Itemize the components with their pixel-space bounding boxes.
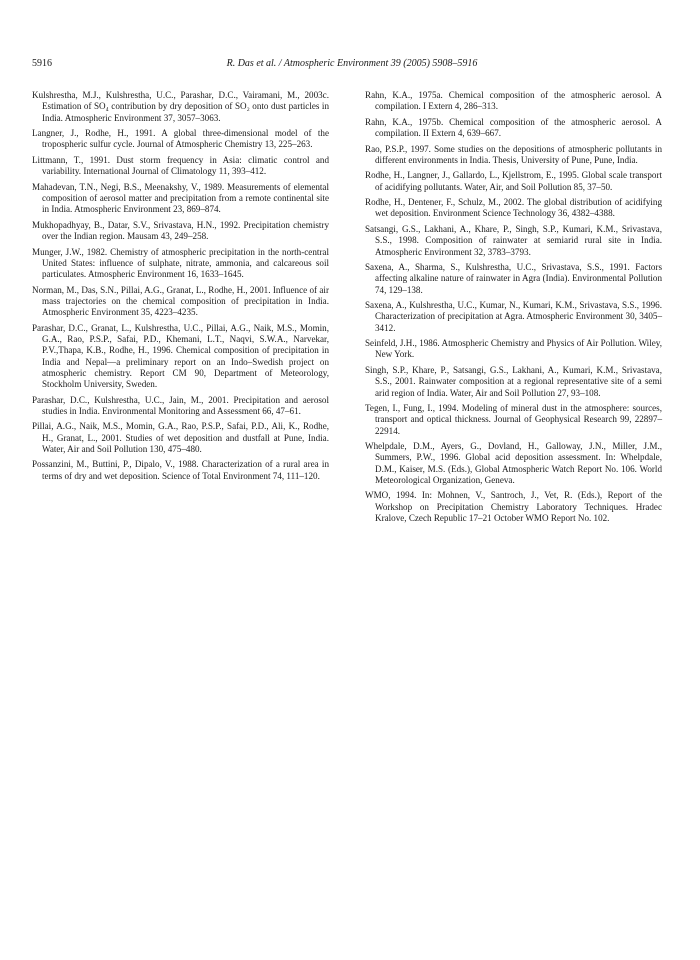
reference-entry: Mukhopadhyay, B., Datar, S.V., Srivastava, H.N., 1992. Precipitation chemistry over the Indian region. Mausam 43, 249–258. [32,219,329,242]
reference-entry: Rao, P.S.P., 1997. Some studies on the depositions of atmospheric pollutants in different environments in India. Thesis, University of Pune, Pune, India. [365,143,662,165]
reference-entry: Norman, M., Das, S.N., Pillai, A.G., Granat, L., Rodhe, H., 2001. Influence of air mass trajectories on the chemical composition of precipitation in India. Atmospheric Environment 35, 4223–4235. [32,284,329,318]
reference-entry: WMO, 1994. In: Mohnen, V., Santroch, J., Vet, R. (Eds.), Report of the Workshop on Precipitation Chemistry Laboratory Techniques. Hradec Kralove, Czech Republic 17–21 October WMO Report No. 102. [365,490,662,524]
reference-entry: Possanzini, M., Buttini, P., Dipalo, V., 1988. Characterization of a rural area in terms of dry and wet deposition. Science of Total Environment 74, 111–120. [32,459,329,481]
references-right-column [365,90,662,529]
reference-entry: Kulshrestha, M.J., Kulshrestha, U.C., Parashar, D.C., Vairamani, M., 2003c. Estimation of SO₄ contribution by dry deposition of SO₂ onto dust particles in India. Atmospheric Environment 37, 3057–3063. [32,90,329,123]
page-header [32,58,672,72]
reference-entry: Rahn, K.A., 1975b. Chemical composition of the atmospheric aerosol. A compilation. II Extern 4, 639–667. [365,116,662,139]
running-head: R. Das et al. / Atmospheric Environment 39 (2005) 5908–5916 [226,58,478,69]
reference-entry: Saxena, A., Sharma, S., Kulshrestha, U.C., Srivastava, S.S., 1991. Factors affecting alkaline nature of rainwater in Agra (India). Environmental Pollution 74, 129–138. [365,261,662,295]
reference-entry: Rahn, K.A., 1975a. Chemical composition of the atmospheric aerosol. A compilation. I Extern 4, 286–313. [365,90,662,112]
reference-entry: Parashar, D.C., Kulshrestha, U.C., Jain, M., 2001. Precipitation and aerosol studies in India. Environmental Monitoring and Assessment 66, 47–61. [32,394,329,416]
reference-entry: Tegen, I., Fung, I., 1994. Modeling of mineral dust in the atmosphere: sources, transport and optical thickness. Journal of Geophysical Research 99, 22897–22914. [365,403,662,436]
reference-entry: Langner, J., Rodhe, H., 1991. A global three-dimensional model of the tropospheric sulfur cycle. Journal of Atmospheric Chemistry 13, 225–263. [32,128,329,150]
reference-entry: Mahadevan, T.N., Negi, B.S., Meenakshy, V., 1989. Measurements of elemental composition of aerosol matter and precipitation from a remote continental site in India. Atmospheric Environment 23, 869–874. [32,181,329,215]
reference-entry: Singh, S.P., Khare, P., Satsangi, G.S., Lakhani, A., Kumari, K.M., Srivastava, S.S., 2001. Rainwater composition at a regional representative site of a semi arid region of India. Water, Air and Soil Pollution 27, 93–108. [365,364,662,398]
reference-entry: Munger, J.W., 1982. Chemistry of atmospheric precipitation in the north-central United States: influence of sulphate, nitrate, ammonia, and calcareous soil particulates. Atmospheric Environment 16, 1633–1645. [32,246,329,280]
reference-entry: Rodhe, H., Langner, J., Gallardo, L., Kjellstrom, E., 1995. Global scale transport of acidifying pollutants. Water, Air, and Soil Pollution 85, 37–50. [365,170,662,192]
reference-entry: Whelpdale, D.M., Ayers, G., Dovland, H., Galloway, J.N., Miller, J.M., Summers, P.W., 1996. Global acid deposition assessment. In: Whelpdale, D.M., Kaiser, M.S. (Eds.), Global Atmospheric Watch Report No. 106. World Meteorological Organization, Geneva. [365,441,662,485]
reference-entry: Rodhe, H., Dentener, F., Schulz, M., 2002. The global distribution of acidifying wet deposition. Environment Science Technology 36, 4382–4388. [365,197,662,219]
references-left-column [32,90,329,486]
reference-entry: Satsangi, G.S., Lakhani, A., Khare, P., Singh, S.P., Kumari, K.M., Srivastava, S.S., 1998. Composition of rainwater at semiarid rural site in India. Atmospheric Environment 32, 3783–3793. [365,223,662,257]
page-number: 5916 [32,58,52,69]
reference-entry: Saxena, A., Kulshrestha, U.C., Kumar, N., Kumari, K.M., Srivastava, S.S., 1996. Characterization of precipitation at Agra. Atmospheric Environment 30, 3405–3412. [365,300,662,333]
reference-entry: Seinfeld, J.H., 1986. Atmospheric Chemistry and Physics of Air Pollution. Wiley, New York. [365,338,662,360]
reference-entry: Pillai, A.G., Naik, M.S., Momin, G.A., Rao, P.S.P., Safai, P.D., Ali, K., Rodhe, H., Granat, L., 2001. Studies of wet deposition and dustfall at Pune, India. Water, Air and Soil Pollution 130, 475–480. [32,421,329,454]
reference-entry: Parashar, D.C., Granat, L., Kulshrestha, U.C., Pillai, A.G., Naik, M.S., Momin, G.A., Rao, P.S.P., Safai, P.D., Khemani, L.T., Naqvi, S.W.A., Narvekar, P.V.,Thapa, K.B., Rodhe, H., 1996. Chemical composition of precipitation in India and Nepal—a preliminary report on an Indo–Swedish project on atmospheric chemistry. Report CM 90, Department of Meteorology, Stockholm University, Sweden. [32,322,329,390]
reference-entry: Littmann, T., 1991. Dust storm frequency in Asia: climatic control and variability. International Journal of Climatology 11, 393–412. [32,154,329,177]
